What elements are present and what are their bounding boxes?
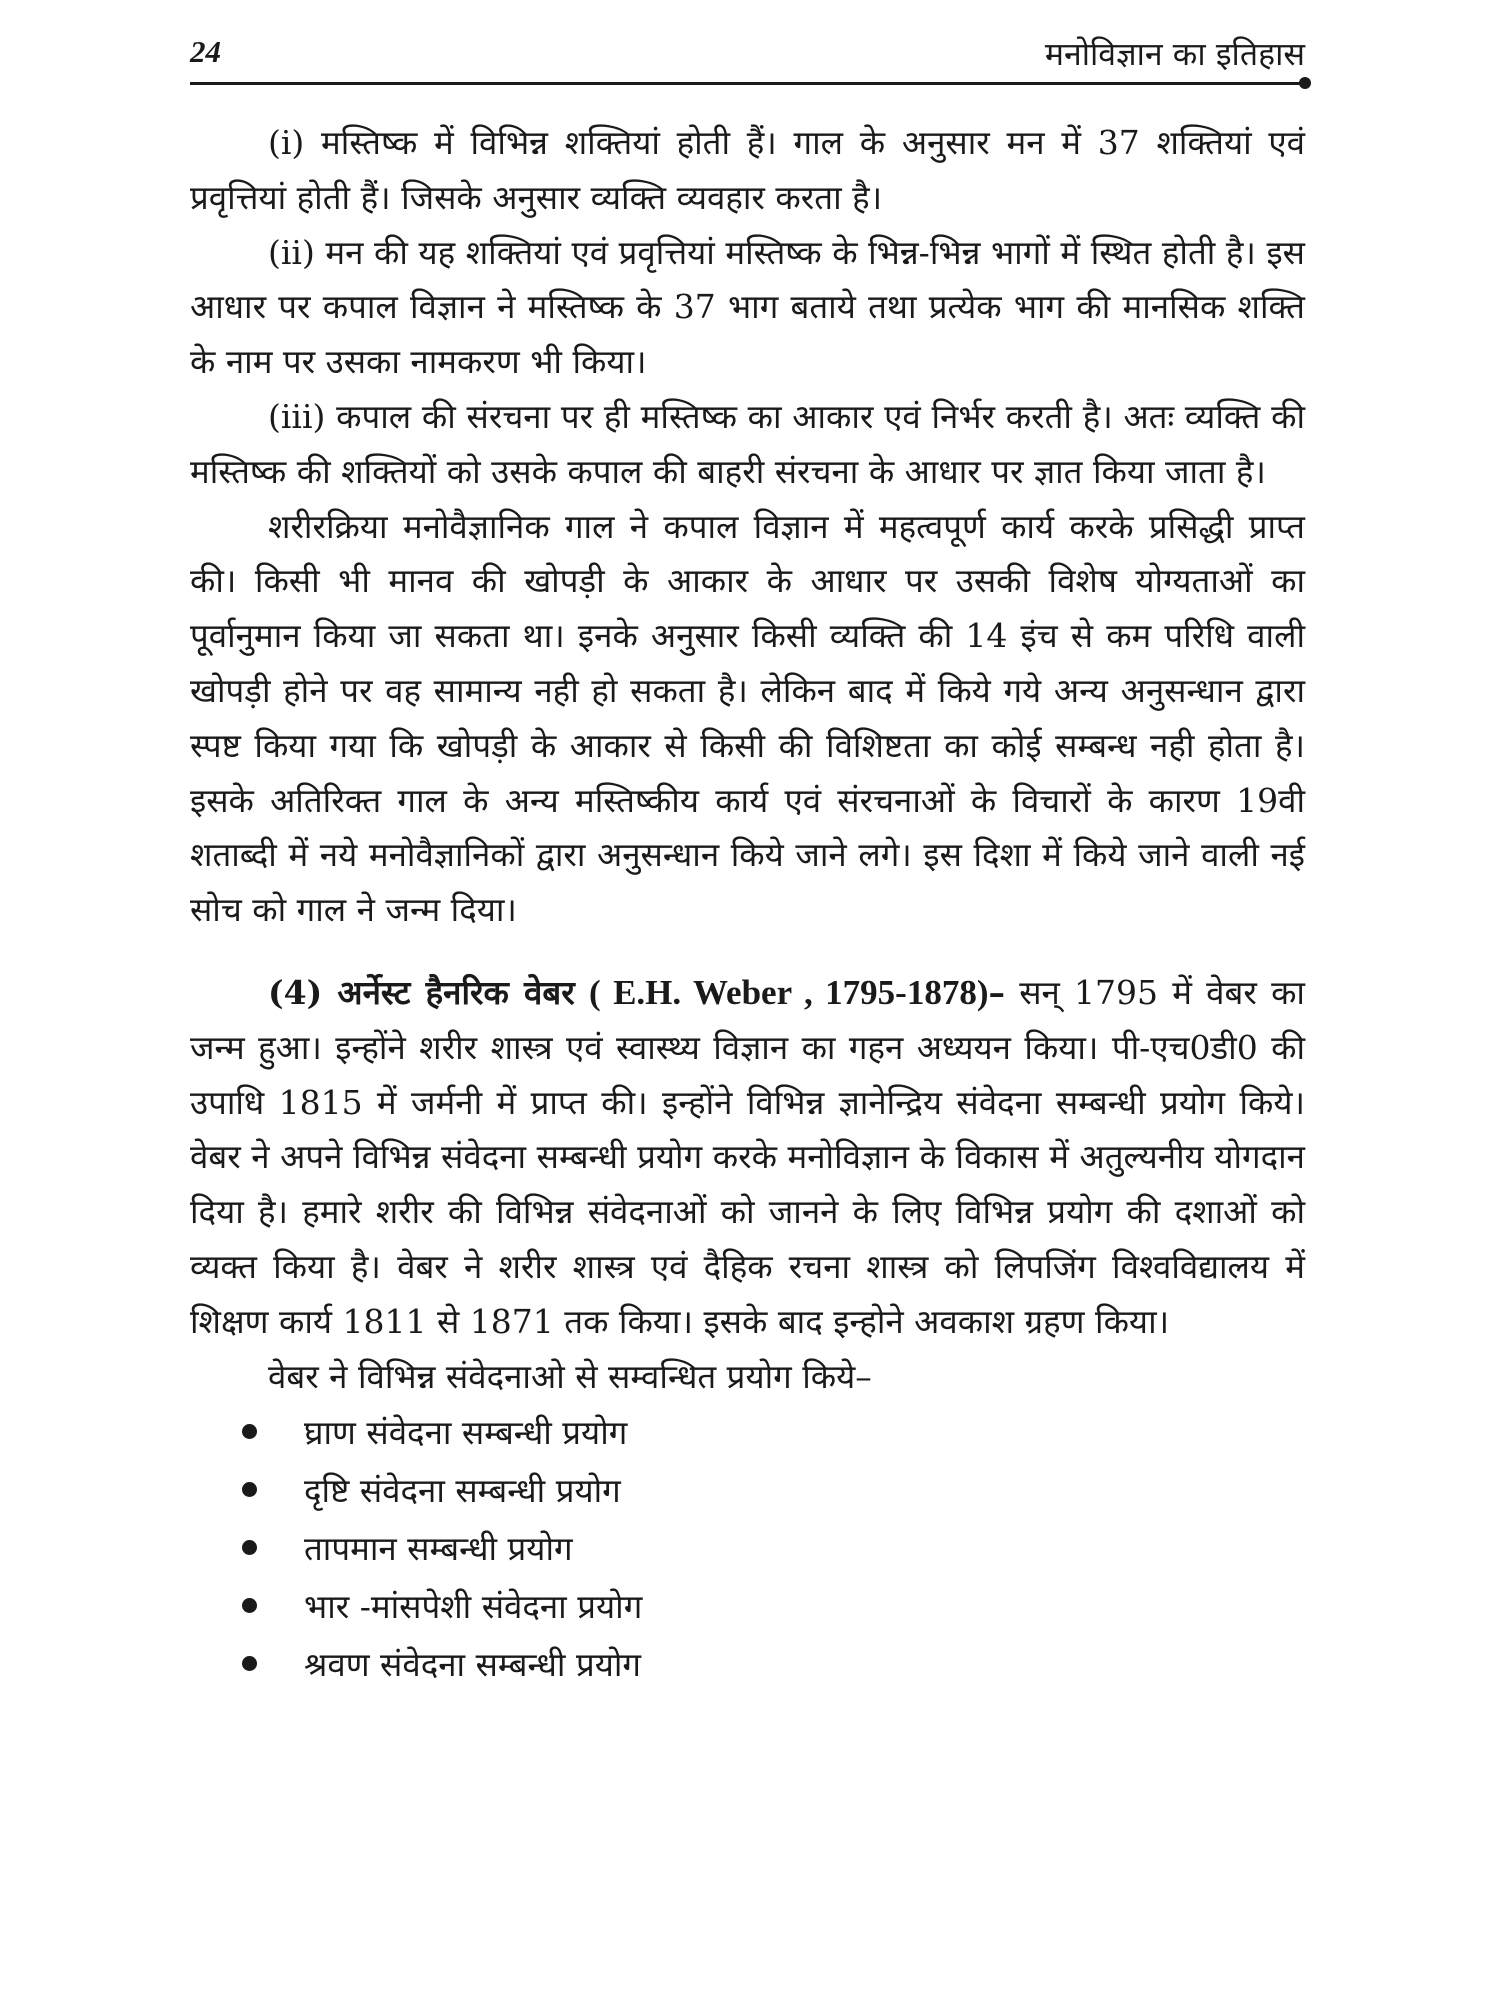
header-rule	[190, 82, 1305, 85]
bullet-icon	[242, 1540, 257, 1555]
section-heading-dash: –	[988, 972, 1005, 1012]
point-ii-paragraph: (ii) मन की यह शक्तियां एवं प्रवृत्तियां मस्तिष्क के भिन्न-भिन्न भागों में स्थित होती है। इस आधार पर कपाल विज्ञान ने मस्तिष्क के 37 भाग बताये तथा प्रत्येक भाग की मानसिक शक्ति के नाम पर उसका नामकरण भी किया।	[190, 232, 1305, 382]
running-head	[190, 30, 1305, 82]
weber-section-paragraph	[190, 966, 1305, 1350]
weber-body: सन् 1795 में वेबर का जन्म हुआ। इन्होंने शरीर शास्त्र एवं स्वास्थ्य विज्ञान का गहन अध्ययन किया। पी-एच0डी0 की उपाधि 1815 में जर्मनी में प्राप्त की। इन्होंने विभिन्न ज्ञानेन्द्रिय संवेदना सम्बन्धी प्रयोग किये। वेबर ने अपने विभिन्न संवेदना सम्बन्धी प्रयोग करके मनोविज्ञान के विकास में अतुल्यनीय योगदान दिया है। हमारे शरीर की विभिन्न संवेदनाओं को जानने के लिए विभिन्न प्रयोग की दशाओं को व्यक्त किया है। वेबर ने शरीर शास्त्र एवं दैहिक रचना शास्त्र को लिपजिंग विश्वविद्यालय में शिक्षण कार्य 1811 से 1871 तक किया। इसके बाद इन्होने अवकाश ग्रहण किया।	[190, 972, 1305, 1341]
bullet-icon	[242, 1598, 257, 1613]
gall-paragraph: शरीरक्रिया मनोवैज्ञानिक गाल ने कपाल विज्ञान में महत्वपूर्ण कार्य करके प्रसिद्धी प्राप्त की। किसी भी मानव की खोपड़ी के आकार के आधार पर उसकी विशेष योग्यताओं का पूर्वानुमान किया जा सकता था। इनके अनुसार किसी व्यक्ति की 14 इंच से कम परिधि वाली खोपड़ी होने पर वह सामान्य नही हो सकता है। लेकिन बाद में किये गये अन्य अनुसन्धान द्वारा स्पष्ट किया गया कि खोपड़ी के आकार से किसी की विशिष्टता का कोई सम्बन्ध नही होता है। इसके अतिरिक्त गाल के अन्य मस्तिष्कीय कार्य एवं संरचनाओं के विचारों के कारण 19वी शताब्दी में नये मनोवैज्ञानिकों द्वारा अनुसन्धान किये जाने लगे। इस दिशा में किये जाने वाली नई सोच को गाल ने जन्म दिया।	[190, 506, 1305, 930]
section-heading: (4) अर्नेस्ट हैनरिक वेबर	[268, 972, 575, 1012]
list-item-text: तापमान सम्बन्धी प्रयोग	[304, 1529, 573, 1569]
page-content	[190, 116, 1305, 1404]
section-heading-english: ( E.H. Weber , 1795-1878)	[588, 972, 989, 1012]
book-title: मनोविज्ञान का इतिहास	[1044, 35, 1305, 73]
bullet-icon	[242, 1656, 257, 1671]
list-item-text: घ्राण संवेदना सम्बन्धी प्रयोग	[304, 1413, 628, 1453]
list-item	[242, 1636, 1305, 1694]
book-page	[190, 30, 1305, 1694]
point-i-paragraph: (i) मस्तिष्क में विभिन्न शक्तियां होती हैं। गाल के अनुसार मन में 37 शक्तियां एवं प्रवृत्तियां होती हैं। जिसके अनुसार व्यक्ति व्यवहार करता है।	[190, 123, 1305, 217]
list-item-text: श्रवण संवेदना सम्बन्धी प्रयोग	[304, 1645, 641, 1685]
list-item-text: भार -मांसपेशी संवेदना प्रयोग	[304, 1587, 643, 1627]
header-rule-dot	[1299, 77, 1311, 89]
experiments-intro: वेबर ने विभिन्न संवेदनाओ से सम्वन्धित प्रयोग किये–	[268, 1356, 872, 1396]
list-item	[242, 1404, 1305, 1462]
point-iii-paragraph: (iii) कपाल की संरचना पर ही मस्तिष्क का आकार एवं निर्भर करती है। अतः व्यक्ति की मस्तिष्क की शक्तियों को उसके कपाल की बाहरी संरचना के आधार पर ज्ञात किया जाता है।	[190, 396, 1305, 491]
bullet-icon	[242, 1482, 257, 1497]
list-item-text: दृष्टि संवेदना सम्बन्धी प्रयोग	[304, 1471, 621, 1511]
experiments-list	[190, 1404, 1305, 1694]
list-item	[242, 1520, 1305, 1578]
bullet-icon	[242, 1424, 257, 1439]
list-item	[242, 1462, 1305, 1520]
page-number: 24	[190, 34, 221, 69]
list-item	[242, 1578, 1305, 1636]
